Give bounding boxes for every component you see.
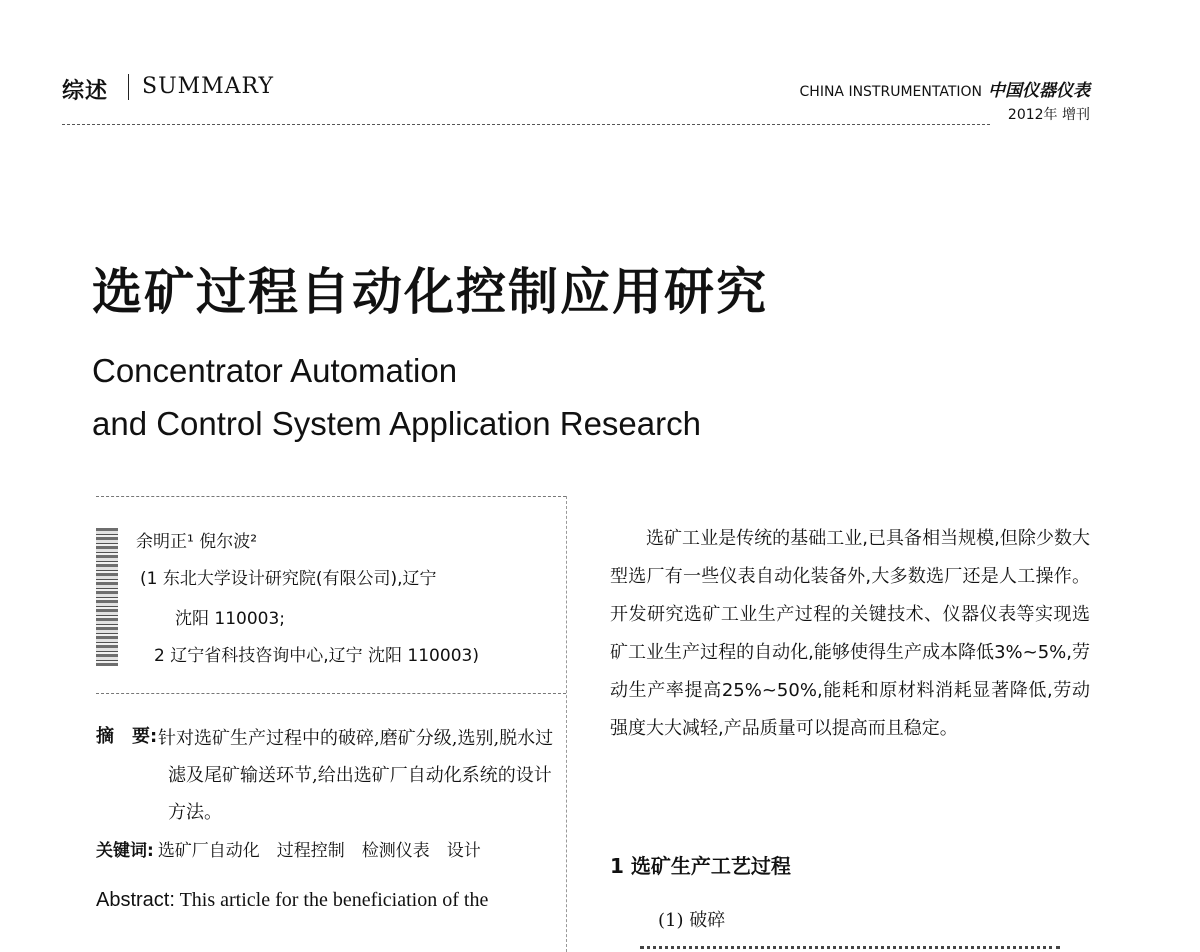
abstract-en-label: Abstract: (96, 889, 175, 911)
journal-name-en: CHINA INSTRUMENTATION (799, 84, 982, 100)
abstract-text: 针对选矿生产过程中的破碎,磨矿分级,选别,脱水过滤及尾矿输送环节,给出选矿厂自动化系统的设计方法。 (158, 728, 554, 823)
article-title-en-line1: Concentrator Automation (92, 352, 458, 389)
subsection-heading: (1) 破碎 (658, 910, 726, 931)
article-title-en-line2: and Control System Application Research (92, 405, 701, 442)
header-separator (128, 74, 129, 100)
keywords (96, 836, 481, 861)
abstract-en (96, 889, 488, 912)
article-title-en (92, 344, 701, 450)
abstract-label: 摘 要: (96, 726, 158, 747)
affiliation-1-cont: 沈阳 110003; (175, 609, 286, 629)
intro-paragraph: 选矿工业是传统的基础工业,已具备相当规模,但除少数大型选厂有一些仪表自动化装备外,大多数选厂还是人工操作。开发研究选矿工业生产过程的关键技术、仪器仪表等实现选矿工业生产过程的自动化,能够使得生产成本降低3%~5%,劳动生产率提高25%~50%,能耗和原材料消耗显著降低,劳动强度大大减轻,产品质量可以提高而且稳定。 (610, 528, 1090, 739)
section-label: 综述 (62, 79, 109, 104)
section-heading: 1 选矿生产工艺过程 (610, 854, 791, 878)
keywords-label: 关键词: (96, 841, 154, 861)
truncated-text-line (640, 946, 1060, 952)
journal-name-cn: 中国仪器仪表 (988, 81, 1090, 101)
keywords-value: 选矿厂自动化 过程控制 检测仪表 设计 (157, 841, 481, 861)
header-rule (62, 124, 990, 125)
abstract-en-text: This article for the beneficiation of the (179, 889, 489, 911)
affiliation-2: 2 辽宁省科技咨询中心,辽宁 沈阳 110003) (154, 646, 479, 666)
journal-name (755, 76, 1090, 101)
article-title-cn: 选矿过程自动化控制应用研究 (92, 263, 768, 321)
barcode-icon (96, 528, 118, 666)
section-label-en: SUMMARY (142, 74, 274, 99)
affiliation-1: (1 东北大学设计研究院(有限公司),辽宁 (140, 569, 437, 589)
journal-issue: 2012年 增刊 (1007, 107, 1090, 123)
author-names: 余明正¹ 倪尔波² (136, 532, 258, 552)
column-divider (566, 496, 567, 952)
